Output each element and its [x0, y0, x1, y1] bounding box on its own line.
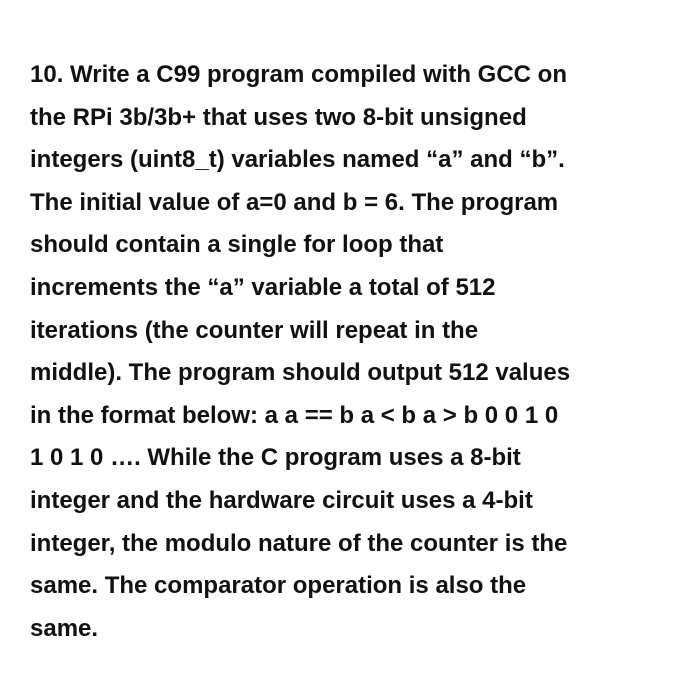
question-line-2: the RPi 3b/3b+ that uses two 8-bit unsigned: [30, 103, 527, 131]
question-line-14: same.: [30, 614, 99, 642]
question-line-13: same. The comparator operation is also the: [30, 572, 527, 600]
question-line-4: The initial value of a=0 and b = 6. The program: [30, 188, 559, 216]
question-line-9: in the format below: a a == b a < b a > b 0 0 1 0: [30, 401, 559, 429]
question-line-8: middle). The program should output 512 values: [30, 359, 571, 387]
question-text: [30, 54, 680, 650]
question-line-10: 1 0 1 0 …. While the C program uses a 8-bit: [30, 444, 521, 472]
question-line-11: integer and the hardware circuit uses a 4-bit: [30, 486, 533, 514]
question-line-1: 10. Write a C99 program compiled with GCC on: [30, 61, 567, 88]
question-line-3: integers (uint8_t) variables named “a” and “b”.: [30, 146, 565, 174]
question-line-12: integer, the modulo nature of the counter is the: [30, 529, 568, 557]
question-line-7: iterations (the counter will repeat in the: [30, 316, 479, 344]
question-line-5: should contain a single for loop that: [30, 231, 444, 259]
question-line-6: increments the “a” variable a total of 512: [30, 273, 496, 301]
